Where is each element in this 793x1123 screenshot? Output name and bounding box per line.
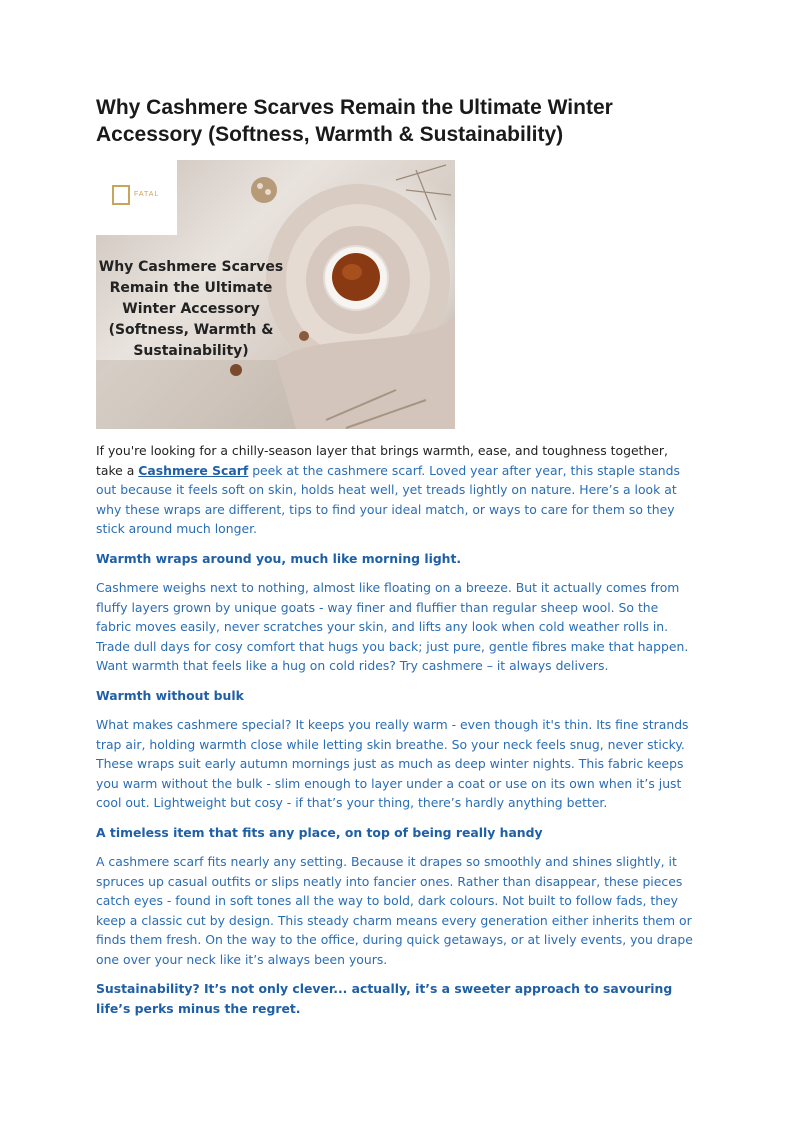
- hero-caption-line: Winter Accessory: [122, 301, 260, 317]
- section-heading: Sustainability? It’s not only clever... actually, it’s a sweeter approach to savouring life’s perks minus the regret.: [96, 981, 673, 1016]
- article-title: Why Cashmere Scarves Remain the Ultimate Winter Accessory (Softness, Warmth & Sustainability): [96, 96, 613, 146]
- section-heading: Warmth wraps around you, much like morning light.: [96, 550, 462, 566]
- intro-text-continued: peek at the cashmere scarf. Loved year after year, this staple stands out because it feels soft on skin, holds heat well, yet treads lightly on nature. Here’s a look at why these wraps are different, tips to find your ideal match, or ways to care for them so they stick around much longer.: [96, 462, 680, 536]
- section-paragraph: Cashmere weighs next to nothing, almost like floating on a breeze. But it actually comes from fluffy layers grown by unique goats - way finer and fluffier than regular sheep wool. So the fabric moves easily, never scratches your skin, and lifts any look when cold weather rolls in. Trade dull days for cosy comfort that hugs you back; just pure, gentle fibres make that happen. Want warmth that feels like a hug on cold rides? Try cashmere – it always delivers.: [96, 580, 689, 673]
- section-paragraph: A cashmere scarf fits nearly any setting. Because it drapes so smoothly and shines slightly, it spruces up casual outfits or slips neatly into fancier ones. Rather than disappear, these pieces catch eyes - found in soft tones all the way to bold, dark colours. Not built to follow fads, they keep a classic cut by design. This steady charm means every generation either inherits them or finds them fresh. On the way to the office, during quick getaways, or at lively events, you drape one over your neck like it’s always been yours.: [96, 854, 693, 967]
- intro-paragraph: [96, 441, 696, 539]
- brand-logo: [96, 160, 177, 235]
- hero-caption-line: Remain the Ultimate: [109, 280, 273, 296]
- article-body: [96, 441, 696, 1028]
- section-heading: A timeless item that fits any place, on top of being really handy: [96, 824, 543, 840]
- section-heading: Warmth without bulk: [96, 687, 244, 703]
- logo-icon: [112, 185, 130, 205]
- hero-caption: [96, 257, 286, 362]
- cashmere-scarf-link[interactable]: Cashmere Scarf: [138, 462, 249, 478]
- hero-caption-line: (Softness, Warmth &: [108, 322, 274, 338]
- intro-text: If you're looking for a chilly-season layer that brings warmth, ease, and toughness together, take a: [96, 443, 668, 478]
- hero-caption-line: Why Cashmere Scarves: [98, 259, 284, 275]
- logo-text: FATAL: [134, 191, 160, 198]
- hero-image: [96, 160, 455, 429]
- section-paragraph: What makes cashmere special? It keeps you really warm - even though it's thin. Its fine strands trap air, holding warmth close while letting skin breathe. So your neck feels snug, never sticky. These wraps suit early autumn mornings just as much as deep winter nights. This fabric keeps you warm without the bulk - slim enough to layer under a coat or use on its own when it’s just cool out. Lightweight but cosy - if that’s your thing, there’s hardly anything better.: [96, 717, 689, 810]
- hero-caption-line: Sustainability): [133, 343, 249, 359]
